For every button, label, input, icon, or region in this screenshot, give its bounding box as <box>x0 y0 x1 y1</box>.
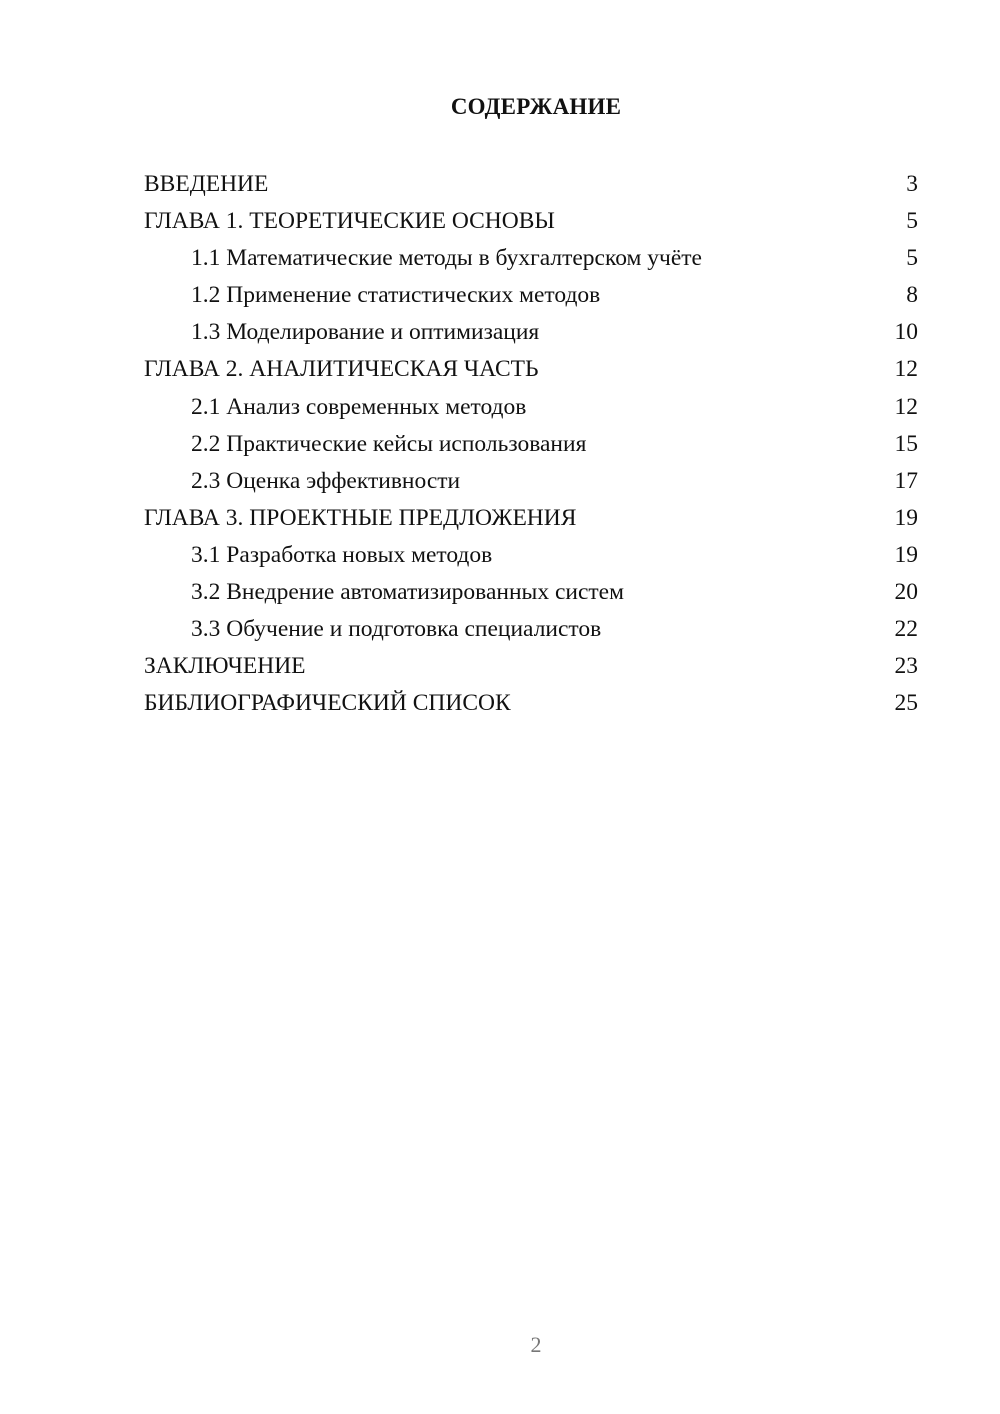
toc-entry-page: 17 <box>894 467 918 494</box>
toc-entry-section-3-1 <box>144 537 918 574</box>
toc-entry-page: 5 <box>906 208 918 235</box>
toc-entry-chapter-1 <box>144 203 918 240</box>
toc-entry-text: 2.3 Оценка эффективности <box>191 467 461 494</box>
toc-entry-text: БИБЛИОГРАФИЧЕСКИЙ СПИСОК <box>144 690 511 717</box>
toc-entry-page: 10 <box>894 319 918 346</box>
toc-entry-text: 2.2 Практические кейсы использования <box>191 430 587 457</box>
toc-entry-text: 1.2 Применение статистических методов <box>191 282 601 309</box>
toc-entry-text: ЗАКЛЮЧЕНИЕ <box>144 653 306 680</box>
toc-entry-page: 12 <box>894 356 918 383</box>
toc-entry-section-1-1 <box>144 240 918 277</box>
toc-entry-page: 19 <box>894 541 918 568</box>
page-number: 2 <box>530 1332 542 1357</box>
toc-entry-text: 3.1 Разработка новых методов <box>191 541 493 568</box>
toc-entry-page: 20 <box>894 579 918 606</box>
toc-entry-conclusion <box>144 648 918 685</box>
toc-entry-page: 15 <box>894 430 918 457</box>
toc-entry-chapter-2 <box>144 351 918 388</box>
toc-entry-section-2-1 <box>144 389 918 426</box>
toc-entry-section-3-2 <box>144 574 918 611</box>
toc-entry-text: ГЛАВА 3. ПРОЕКТНЫЕ ПРЕДЛОЖЕНИЯ <box>144 504 577 531</box>
toc-entry-page: 23 <box>894 653 918 680</box>
toc-entry-section-3-3 <box>144 611 918 648</box>
toc-entry-bibliography <box>144 685 918 722</box>
toc-entry-text: ГЛАВА 2. АНАЛИТИЧЕСКАЯ ЧАСТЬ <box>144 356 539 383</box>
toc-entry-page: 22 <box>894 616 918 643</box>
toc-entry-text: 1.1 Математические методы в бухгалтерском учёте <box>191 245 702 272</box>
toc-entry-section-1-3 <box>144 314 918 351</box>
toc-entry-page: 3 <box>906 171 918 197</box>
toc-entry-text: ГЛАВА 1. ТЕОРЕТИЧЕСКИЕ ОСНОВЫ <box>144 208 555 235</box>
table-of-contents <box>144 166 918 722</box>
toc-entry-section-2-3 <box>144 463 918 500</box>
toc-entry-section-2-2 <box>144 426 918 463</box>
toc-entry-text: 2.1 Анализ современных методов <box>191 393 527 420</box>
toc-entry-page: 12 <box>894 393 918 420</box>
toc-entry-page: 25 <box>894 690 918 717</box>
toc-entry-text: 3.3 Обучение и подготовка специалистов <box>191 616 602 643</box>
toc-entry-text: 3.2 Внедрение автоматизированных систем <box>191 579 624 606</box>
toc-entry-text: 1.3 Моделирование и оптимизация <box>191 319 540 346</box>
toc-entry-chapter-3 <box>144 500 918 537</box>
toc-entry-page: 8 <box>906 282 918 309</box>
toc-entry-text: ВВЕДЕНИЕ <box>144 171 269 197</box>
toc-entry-page: 19 <box>894 504 918 531</box>
toc-entry-introduction <box>144 166 918 203</box>
toc-title: СОДЕРЖАНИЕ <box>450 94 622 119</box>
toc-entry-section-1-2 <box>144 277 918 314</box>
toc-entry-page: 5 <box>906 245 918 272</box>
